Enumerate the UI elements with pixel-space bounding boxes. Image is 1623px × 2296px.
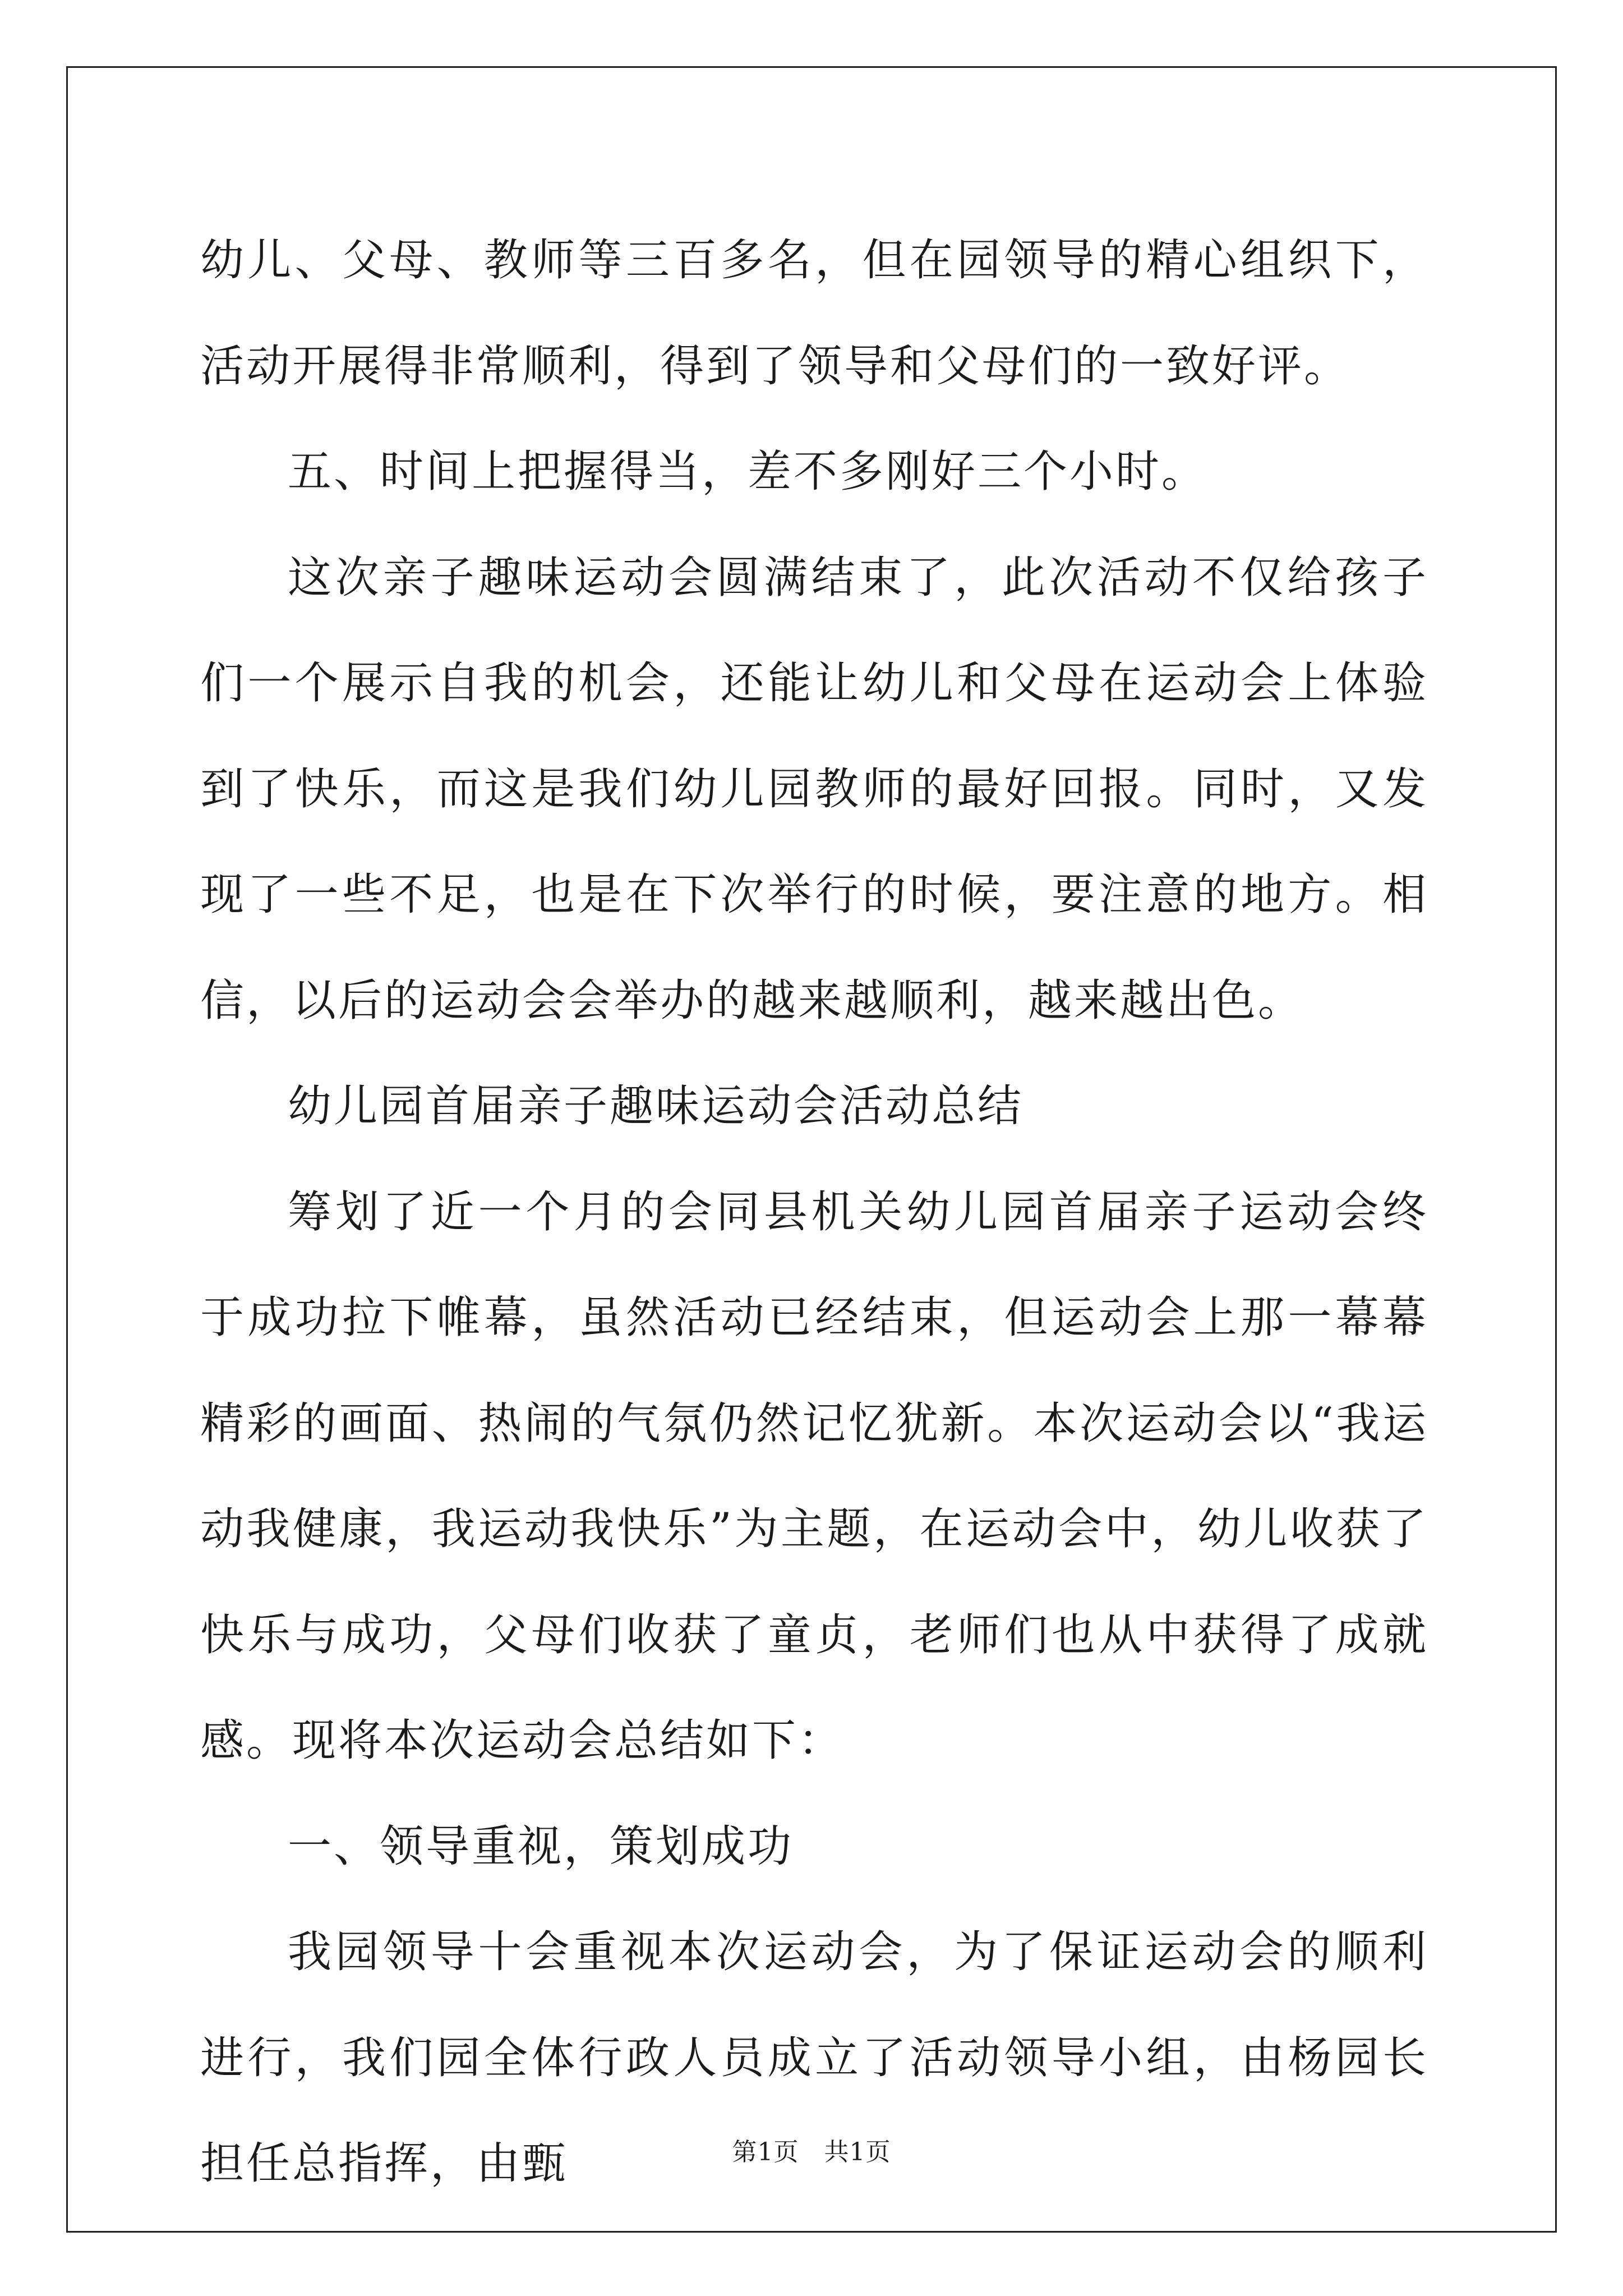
section-title: 幼儿园首届亲子趣味运动会活动总结 <box>288 1081 1024 1131</box>
paragraph-7: 我园领导十会重视本次运动会，为了保证运动会的顺利进行，我们园全体行政人员成立了活动领导小组，由杨园长担任总指挥，由甄 <box>200 1927 1428 2189</box>
page-footer: 第1页 共1页 <box>732 2138 891 2166</box>
paragraph-2: 五、时间上把握得当，差不多刚好三个小时。 <box>288 447 1208 497</box>
section-heading-1: 一、领导重视，策划成功 <box>288 1821 794 1872</box>
paragraph-3: 这次亲子趣味运动会圆满结束了，此次活动不仅给孩子们一个展示自我的机会，还能让幼儿和父母在运动会上体验到了快乐，而这是我们幼儿园教师的最好回报。同时，又发现了一些不足，也是在下次举行的时候，要注意的地方。相信，以后的运动会会举办的越来越顺利，越来越出色。 <box>200 552 1428 1026</box>
paragraph-5: 筹划了近一个月的会同县机关幼儿园首届亲子运动会终于成功拉下帷幕，虽然活动已经结束，但运动会上那一幕幕精彩的画面、热闹的气氛仍然记忆犹新。本次运动会以“我运动我健康，我运动我快乐”为主题，在运动会中，幼儿收获了快乐与成功，父母们收获了童贞，老师们也从中获得了成就感。现将本次运动会总结如下： <box>200 1186 1428 1766</box>
document-body <box>200 208 1428 2217</box>
paragraph-1: 幼儿、父母、教师等三百多名，但在园领导的精心组织下，活动开展得非常顺利，得到了领导和父母们的一致好评。 <box>200 235 1428 392</box>
